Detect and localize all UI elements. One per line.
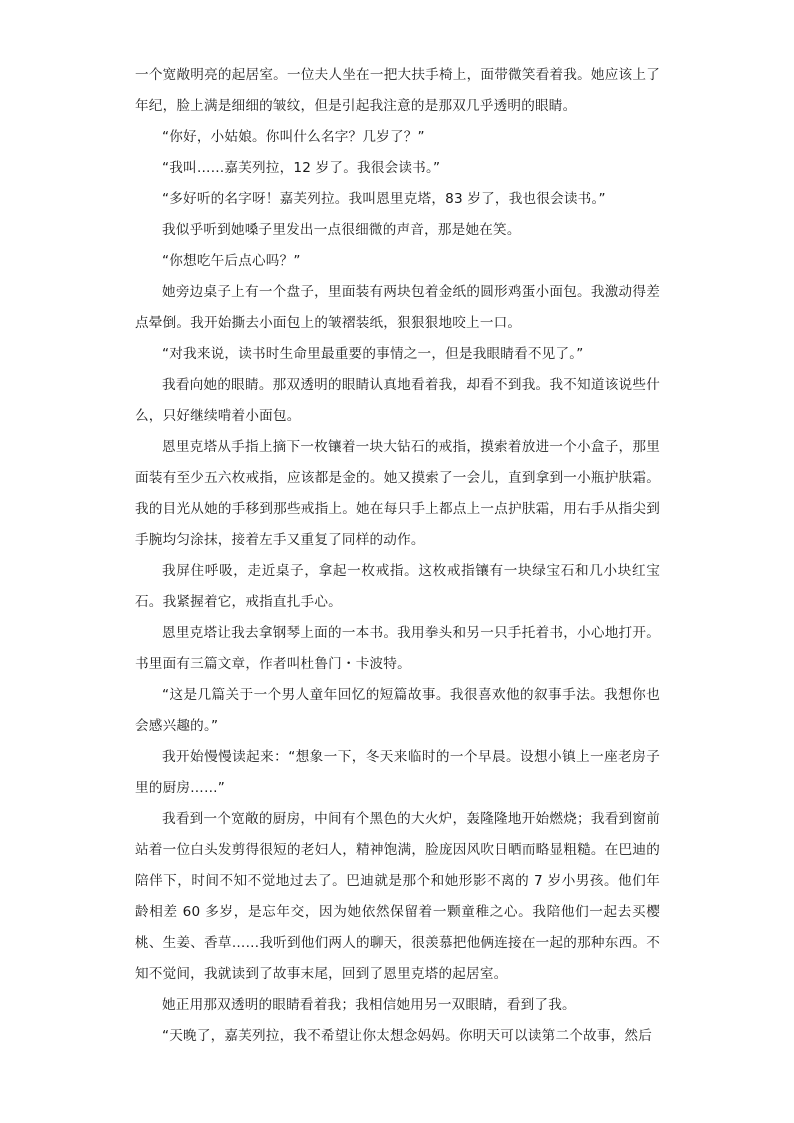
paragraph-2: “你好，小姑娘。你叫什么名字？几岁了？” <box>162 129 425 145</box>
paragraph-14: 我开始慢慢读起来：“想象一下，冬天来临时的一个早晨。设想小镇上一座老房子里的厨房……” <box>135 749 660 796</box>
paragraph-5: 我似乎听到她嗓子里发出一点很细微的声音，那是她在笑。 <box>162 222 521 238</box>
paragraph-8: “对我来说，读书时生命里最重要的事情之一，但是我眼睛看不见了。” <box>162 346 584 362</box>
story-text <box>135 60 660 1052</box>
paragraph-4: “多好听的名字呀！嘉芙列拉。我叫恩里克塔，83 岁了，我也很会读书。” <box>162 191 606 207</box>
paragraph-6: “你想吃午后点心吗？” <box>162 253 301 269</box>
paragraph-3: “我叫……嘉芙列拉，12 岁了。我很会读书。” <box>162 160 441 176</box>
paragraph-13: “这是几篇关于一个男人童年回忆的短篇故事。我很喜欢他的叙事手法。我想你也会感兴趣的。” <box>135 687 660 734</box>
paragraph-10: 恩里克塔从手指上摘下一枚镶着一块大钻石的戒指，摸索着放进一个小盒子，那里面装有至少五六枚戒指，应该都是金的。她又摸索了一会儿，直到拿到一小瓶护肤霜。我的目光从她的手移到那些戒指上。她在每只手上都点上一点护肤霜，用右手从指尖到手腕均匀涂抹，接着左手又重复了同样的动作。 <box>135 439 660 548</box>
paragraph-17: “天晚了，嘉芙列拉，我不希望让你太想念妈妈。你明天可以读第二个故事，然后 <box>162 1028 653 1044</box>
paragraph-12: 恩里克塔让我去拿钢琴上面的一本书。我用拳头和另一只手托着书，小心地打开。书里面有三篇文章，作者叫杜鲁门・卡波特。 <box>135 625 660 672</box>
paragraph-1: 一个宽敞明亮的起居室。一位夫人坐在一把大扶手椅上，面带微笑看着我。她应该上了年纪，脸上满是细细的皱纹，但是引起我注意的是那双几乎透明的眼睛。 <box>135 67 660 114</box>
paragraph-9: 我看向她的眼睛。那双透明的眼睛认真地看着我，却看不到我。我不知道该说些什么，只好继续啃着小面包。 <box>135 377 660 424</box>
paragraph-15: 我看到一个宽敞的厨房，中间有个黑色的大火炉，轰隆隆地开始燃烧；我看到窗前站着一位白头发剪得很短的老妇人，精神饱满，脸庞因风吹日晒而略显粗糙。在巴迪的陪伴下，时间不知不觉地过去了。巴迪就是那个和她形影不离的 7 岁小男孩。他们年龄相差 60 多岁，是忘年交，因为她依然保留着一颗童稚之心。我陪他们一起去买樱桃、生姜、香草……我听到他们两人的聊天，很羡慕把他俩连接在一起的那种东西。不知不觉间，我就读到了故事末尾，回到了恩里克塔的起居室。 <box>135 811 660 982</box>
paragraph-11: 我屏住呼吸，走近桌子，拿起一枚戒指。这枚戒指镶有一块绿宝石和几小块红宝石。我紧握着它，戒指直扎手心。 <box>135 563 660 610</box>
paragraph-16: 她正用那双透明的眼睛看着我；我相信她用另一双眼睛，看到了我。 <box>162 997 576 1013</box>
paragraph-7: 她旁边桌子上有一个盘子，里面装有两块包着金纸的圆形鸡蛋小面包。我激动得差点晕倒。我开始撕去小面包上的皱褶装纸，狠狠狠地咬上一口。 <box>135 284 660 331</box>
